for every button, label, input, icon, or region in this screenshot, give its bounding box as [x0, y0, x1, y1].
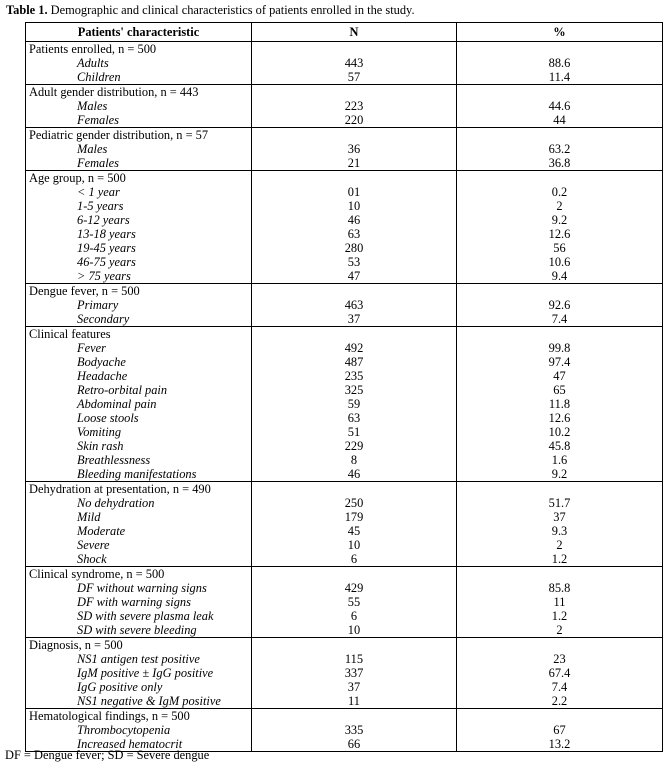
header-characteristic: Patients' characteristic — [26, 23, 252, 42]
group-n-cell — [252, 709, 457, 752]
row-label: DF without warning signs — [77, 581, 207, 595]
row-label: 46-75 years — [77, 255, 136, 269]
row-n-value: 492 — [344, 341, 364, 355]
row-label: 19-45 years — [77, 241, 136, 255]
group-n-spacer — [252, 709, 456, 723]
row-percent-value: 37 — [553, 510, 566, 524]
row-label: Bodyache — [77, 355, 126, 369]
row-n-value: 37 — [347, 312, 361, 326]
table-group — [26, 482, 663, 567]
row-percent-value: 97.4 — [548, 355, 571, 369]
row-label: Vomiting — [77, 425, 122, 439]
row-percent-value: 2 — [556, 538, 563, 552]
row-percent-value: 2 — [556, 199, 563, 213]
row-n-value: 66 — [347, 737, 361, 751]
row-percent-value: 9.2 — [551, 213, 568, 227]
row-n-value: 11 — [348, 694, 360, 708]
row-label: Fever — [77, 341, 106, 355]
group-percent-spacer — [457, 709, 662, 723]
row-label: Bleeding manifestations — [77, 467, 197, 481]
row-n-value: 10 — [347, 199, 361, 213]
group-n-spacer — [252, 284, 456, 298]
table-caption-label: Table 1. — [6, 3, 48, 17]
table-caption-text: Demographic and clinical characteristics of patients enrolled in the study. — [47, 3, 415, 17]
row-percent-value: 2 — [556, 623, 563, 637]
row-percent-value: 67.4 — [548, 666, 571, 680]
group-percent-cell — [457, 638, 663, 709]
group-characteristic-cell — [26, 567, 252, 638]
group-title: Pediatric gender distribution, n = 57 — [29, 128, 209, 142]
group-n-spacer — [252, 482, 456, 496]
group-percent-cell — [457, 42, 663, 85]
group-characteristic-cell — [26, 128, 252, 171]
row-label: 6-12 years — [77, 213, 130, 227]
group-n-cell — [252, 42, 457, 85]
group-title: Diagnosis, n = 500 — [29, 638, 123, 652]
row-label: < 1 year — [77, 185, 120, 199]
group-n-cell — [252, 284, 457, 327]
row-percent-value: 1.2 — [551, 552, 568, 566]
row-percent-value: 65 — [553, 383, 566, 397]
row-n-value: 463 — [344, 298, 364, 312]
group-characteristic-cell — [26, 85, 252, 128]
table-group — [26, 171, 663, 284]
row-percent-value: 9.4 — [551, 269, 568, 283]
row-label: SD with severe bleeding — [77, 623, 197, 637]
row-percent-value: 45.8 — [548, 439, 571, 453]
table-group — [26, 284, 663, 327]
group-title: Clinical features — [29, 327, 111, 341]
group-n-spacer — [252, 567, 456, 581]
row-percent-value: 92.6 — [548, 298, 571, 312]
row-percent-value: 0.2 — [551, 185, 568, 199]
table-group — [26, 638, 663, 709]
table-footnote: DF = Dengue fever; SD = Severe dengue — [5, 748, 210, 762]
group-title: Clinical syndrome, n = 500 — [29, 567, 165, 581]
row-percent-value: 12.6 — [548, 411, 571, 425]
row-percent-value: 51.7 — [548, 496, 571, 510]
row-n-value: 10 — [347, 623, 361, 637]
row-label: Children — [77, 70, 121, 84]
table-group — [26, 567, 663, 638]
row-label: IgM positive ± IgG positive — [77, 666, 214, 680]
group-percent-cell — [457, 284, 663, 327]
characteristics-table — [25, 22, 663, 752]
row-percent-value: 11.8 — [548, 397, 571, 411]
group-n-cell — [252, 85, 457, 128]
group-characteristic-cell — [26, 327, 252, 482]
row-label: Mild — [77, 510, 101, 524]
row-n-value: 179 — [344, 510, 364, 524]
row-n-value: 250 — [344, 496, 364, 510]
group-n-spacer — [252, 42, 456, 56]
row-percent-value: 23 — [553, 652, 566, 666]
table-group — [26, 42, 663, 85]
row-n-value: 37 — [347, 680, 361, 694]
table-group — [26, 128, 663, 171]
group-characteristic-cell — [26, 42, 252, 85]
row-percent-value: 10.6 — [548, 255, 571, 269]
row-n-value: 59 — [347, 397, 361, 411]
row-n-value: 46 — [347, 213, 361, 227]
row-label: Females — [77, 156, 119, 170]
group-percent-cell — [457, 171, 663, 284]
group-percent-spacer — [457, 567, 662, 581]
group-percent-spacer — [457, 327, 662, 341]
group-title: Age group, n = 500 — [29, 171, 126, 185]
row-label: Loose stools — [77, 411, 139, 425]
row-label: Breathlessness — [77, 453, 151, 467]
row-n-value: 229 — [344, 439, 364, 453]
row-label: No dehydration — [77, 496, 155, 510]
row-n-value: 21 — [347, 156, 361, 170]
row-n-value: 443 — [344, 56, 364, 70]
row-n-value: 55 — [347, 595, 361, 609]
row-label: Moderate — [77, 524, 126, 538]
row-n-value: 63 — [347, 227, 361, 241]
group-n-cell — [252, 567, 457, 638]
row-n-value: 335 — [344, 723, 364, 737]
group-characteristic-cell — [26, 709, 252, 752]
row-n-value: 10 — [347, 538, 361, 552]
row-percent-value: 63.2 — [548, 142, 571, 156]
row-label: DF with warning signs — [77, 595, 191, 609]
group-n-cell — [252, 482, 457, 567]
row-percent-value: 99.8 — [548, 341, 571, 355]
group-title: Dehydration at presentation, n = 490 — [29, 482, 211, 496]
row-label: > 75 years — [77, 269, 131, 283]
row-label: Primary — [77, 298, 119, 312]
row-percent-value: 11 — [553, 595, 566, 609]
group-percent-cell — [457, 482, 663, 567]
row-label: Thrombocytopenia — [77, 723, 171, 737]
group-percent-spacer — [457, 482, 662, 496]
group-percent-cell — [457, 327, 663, 482]
row-percent-value: 10.2 — [548, 425, 571, 439]
table-header-row — [26, 23, 663, 42]
row-n-value: 01 — [347, 185, 361, 199]
row-percent-value: 44.6 — [548, 99, 571, 113]
row-n-value: 63 — [347, 411, 361, 425]
row-label: Males — [77, 142, 108, 156]
row-n-value: 51 — [347, 425, 361, 439]
row-label: Males — [77, 99, 108, 113]
group-characteristic-cell — [26, 482, 252, 567]
group-n-cell — [252, 638, 457, 709]
row-percent-value: 44 — [553, 113, 566, 127]
row-n-value: 337 — [344, 666, 364, 680]
row-label: Skin rash — [77, 439, 124, 453]
group-percent-spacer — [457, 171, 662, 185]
row-percent-value: 36.8 — [548, 156, 571, 170]
group-percent-spacer — [457, 85, 662, 99]
row-label: Retro-orbital pain — [77, 383, 168, 397]
table-group — [26, 709, 663, 752]
row-label: 1-5 years — [77, 199, 124, 213]
group-percent-cell — [457, 567, 663, 638]
group-n-cell — [252, 327, 457, 482]
row-n-value: 487 — [344, 355, 364, 369]
group-percent-cell — [457, 85, 663, 128]
row-n-value: 223 — [344, 99, 364, 113]
group-percent-cell — [457, 709, 663, 752]
group-percent-spacer — [457, 128, 662, 142]
group-n-spacer — [252, 85, 456, 99]
row-percent-value: 1.2 — [551, 609, 568, 623]
row-n-value: 6 — [350, 609, 358, 623]
row-n-value: 45 — [347, 524, 361, 538]
row-percent-value: 2.2 — [551, 694, 568, 708]
row-n-value: 220 — [344, 113, 364, 127]
row-percent-value: 13.2 — [548, 737, 571, 751]
group-percent-spacer — [457, 42, 662, 56]
row-n-value: 36 — [347, 142, 361, 156]
row-label: Severe — [77, 538, 110, 552]
group-percent-spacer — [457, 284, 662, 298]
group-n-spacer — [252, 327, 456, 341]
group-title: Dengue fever, n = 500 — [29, 284, 140, 298]
table-group — [26, 327, 663, 482]
row-percent-value: 56 — [553, 241, 566, 255]
row-n-value: 325 — [344, 383, 364, 397]
row-label: Secondary — [77, 312, 130, 326]
row-label: SD with severe plasma leak — [77, 609, 214, 623]
row-percent-value: 88.6 — [548, 56, 571, 70]
header-percent: % — [457, 23, 663, 42]
group-n-cell — [252, 171, 457, 284]
row-label: Females — [77, 113, 119, 127]
group-n-spacer — [252, 638, 456, 652]
row-label: NS1 negative & IgM positive — [77, 694, 221, 708]
row-n-value: 280 — [344, 241, 364, 255]
row-percent-value: 47 — [553, 369, 566, 383]
row-percent-value: 9.3 — [551, 524, 568, 538]
group-percent-cell — [457, 128, 663, 171]
row-percent-value: 12.6 — [548, 227, 571, 241]
table-group — [26, 85, 663, 128]
row-n-value: 53 — [347, 255, 361, 269]
row-percent-value: 1.6 — [551, 453, 568, 467]
row-n-value: 57 — [347, 70, 361, 84]
group-n-spacer — [252, 171, 456, 185]
row-n-value: 115 — [344, 652, 364, 666]
row-percent-value: 67 — [553, 723, 566, 737]
row-n-value: 6 — [350, 552, 358, 566]
group-percent-spacer — [457, 638, 662, 652]
table-body — [26, 42, 663, 752]
row-label: Increased hematocrit — [77, 737, 183, 751]
row-percent-value: 7.4 — [551, 680, 568, 694]
row-label: Shock — [77, 552, 107, 566]
row-n-value: 8 — [350, 453, 358, 467]
row-n-value: 429 — [344, 581, 364, 595]
row-percent-value: 9.2 — [551, 467, 568, 481]
row-percent-value: 7.4 — [551, 312, 568, 326]
row-n-value: 235 — [344, 369, 364, 383]
row-label: Abdominal pain — [77, 397, 157, 411]
group-characteristic-cell — [26, 171, 252, 284]
row-percent-value: 85.8 — [548, 581, 571, 595]
row-label: Adults — [77, 56, 109, 70]
row-percent-value: 11.4 — [548, 70, 571, 84]
table-caption — [6, 3, 415, 18]
group-characteristic-cell — [26, 638, 252, 709]
group-characteristic-cell — [26, 284, 252, 327]
group-title: Hematological findings, n = 500 — [29, 709, 190, 723]
row-label: IgG positive only — [77, 680, 163, 694]
row-label: NS1 antigen test positive — [77, 652, 200, 666]
header-n: N — [252, 23, 457, 42]
row-n-value: 47 — [347, 269, 361, 283]
row-label: 13-18 years — [77, 227, 136, 241]
group-n-cell — [252, 128, 457, 171]
group-title: Adult gender distribution, n = 443 — [29, 85, 199, 99]
row-n-value: 46 — [347, 467, 361, 481]
group-n-spacer — [252, 128, 456, 142]
row-label: Headache — [77, 369, 128, 383]
group-title: Patients enrolled, n = 500 — [29, 42, 157, 56]
